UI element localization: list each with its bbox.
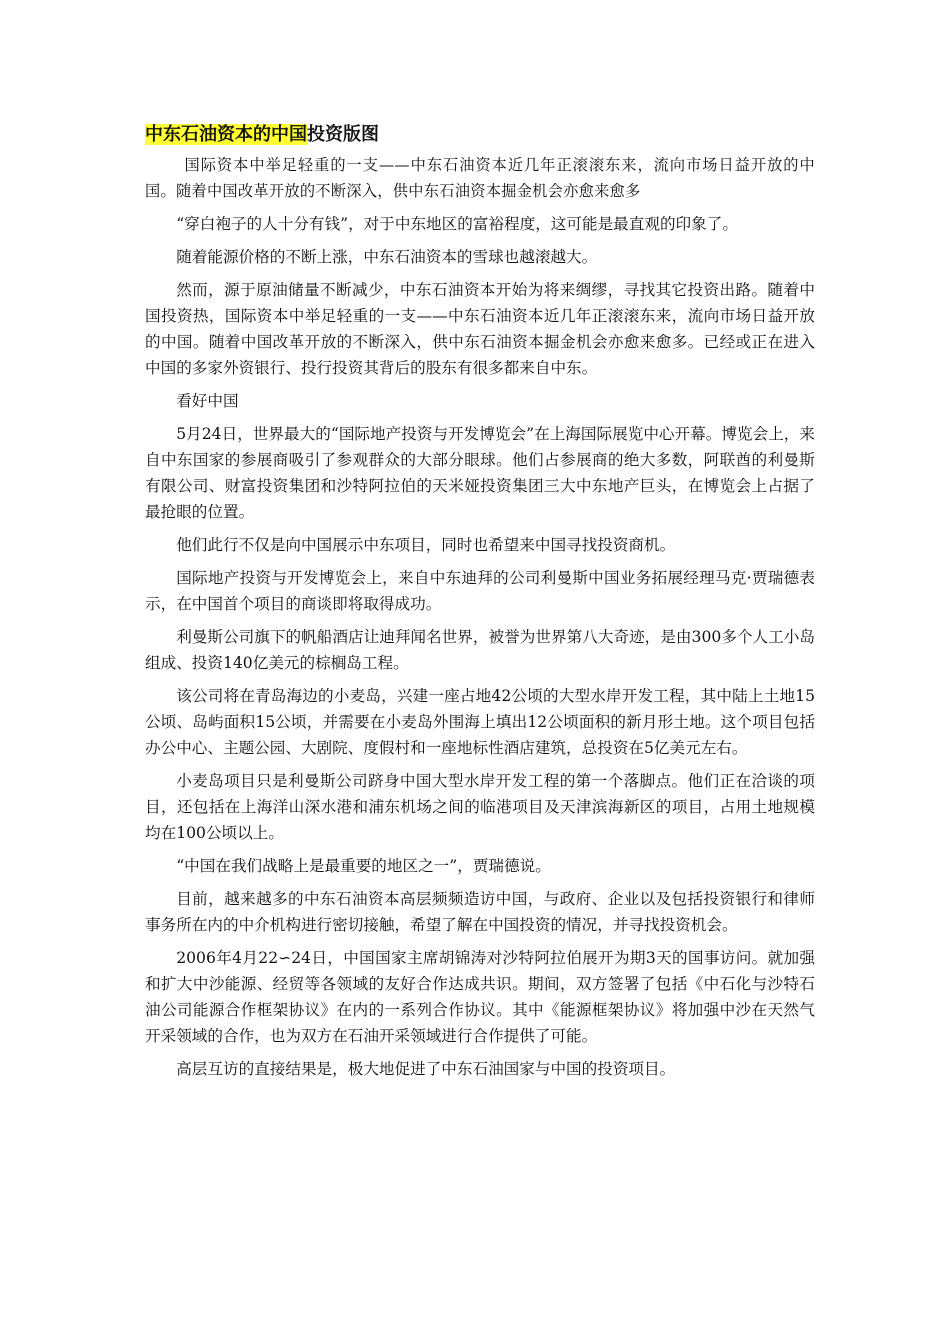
paragraph: 利曼斯公司旗下的帆船酒店让迪拜闻名世界，被誉为世界第八大奇迹，是由300多个人工小岛组成、投资140亿美元的棕榈岛工程。: [145, 628, 815, 672]
document-page: [145, 122, 815, 1089]
paragraph: 目前，越来越多的中东石油资本高层频频造访中国，与政府、企业以及包括投资银行和律师事务所在内的中介机构进行密切接触，希望了解在中国投资的情况，并寻找投资机会。: [145, 890, 815, 934]
paragraph: 5月24日，世界最大的“国际地产投资与开发博览会”在上海国际展览中心开幕。博览会上，来自中东国家的参展商吸引了参观群众的大部分眼球。他们占参展商的绝大多数，阿联酋的利曼斯有限公司、财富投资集团和沙特阿拉伯的天米娅投资集团三大中东地产巨头，在博览会上占据了最抢眼的位置。: [145, 425, 815, 521]
paragraph: 国际地产投资与开发博览会上，来自中东迪拜的公司利曼斯中国业务拓展经理马克·贾瑞德表示，在中国首个项目的商谈即将取得成功。: [145, 569, 815, 613]
title-rest: 投资版图: [307, 124, 379, 145]
paragraph: “穿白袍子的人十分有钱”，对于中东地区的富裕程度，这可能是最直观的印象了。: [176, 215, 738, 233]
paragraph: 该公司将在青岛海边的小麦岛，兴建一座占地42公顷的大型水岸开发工程，其中陆上土地15公顷、岛屿面积15公顷，并需要在小麦岛外围海上填出12公顷面积的新月形土地。这个项目包括办公中心、主题公园、大剧院、度假村和一座地标性酒店建筑，总投资在5亿美元左右。: [145, 687, 815, 757]
paragraph: “中国在我们战略上是最重要的地区之一”，贾瑞德说。: [176, 857, 551, 875]
paragraph: 随着能源价格的不断上涨，中东石油资本的雪球也越滚越大。: [176, 248, 598, 266]
document-title: [145, 122, 815, 148]
paragraph: 然而，源于原油储量不断减少，中东石油资本开始为将来绸缪，寻找其它投资出路。随着中国投资热，国际资本中举足轻重的一支——中东石油资本近几年正滚滚东来，流向市场日益开放的中国。随着中国改革开放的不断深入，供中东石油资本掘金机会亦愈来愈多。已经或正在进入中国的多家外资银行、投行投资其背后的股东有很多都来自中东。: [145, 281, 815, 377]
paragraph-lead: 国际资本中举足轻重的一支——中东石油资本近几年正滚滚东来，流向市场日益开放的中国。随着中国改革开放的不断深入，供中东石油资本掘金机会亦愈来愈多: [145, 156, 815, 200]
title-highlight: 中东石油资本的中国: [145, 124, 307, 145]
paragraph: 2006年4月22∽24日，中国国家主席胡锦涛对沙特阿拉伯展开为期3天的国事访问。就加强和扩大中沙能源、经贸等各领域的友好合作达成共识。期间，双方签署了包括《中石化与沙特石油公司能源合作框架协议》在内的一系列合作协议。其中《能源框架协议》将加强中沙在天然气开采领域的合作，也为双方在石油开采领域进行合作提供了可能。: [145, 949, 815, 1045]
section-heading: 看好中国: [176, 392, 239, 410]
paragraph: 高层互访的直接结果是，极大地促进了中东石油国家与中国的投资项目。: [176, 1060, 676, 1078]
paragraph: 他们此行不仅是向中国展示中东项目，同时也希望来中国寻找投资商机。: [176, 536, 676, 554]
paragraph: 小麦岛项目只是利曼斯公司跻身中国大型水岸开发工程的第一个落脚点。他们正在洽谈的项目，还包括在上海洋山深水港和浦东机场之间的临港项目及天津滨海新区的项目，占用土地规模均在100公顷以上。: [145, 772, 815, 842]
